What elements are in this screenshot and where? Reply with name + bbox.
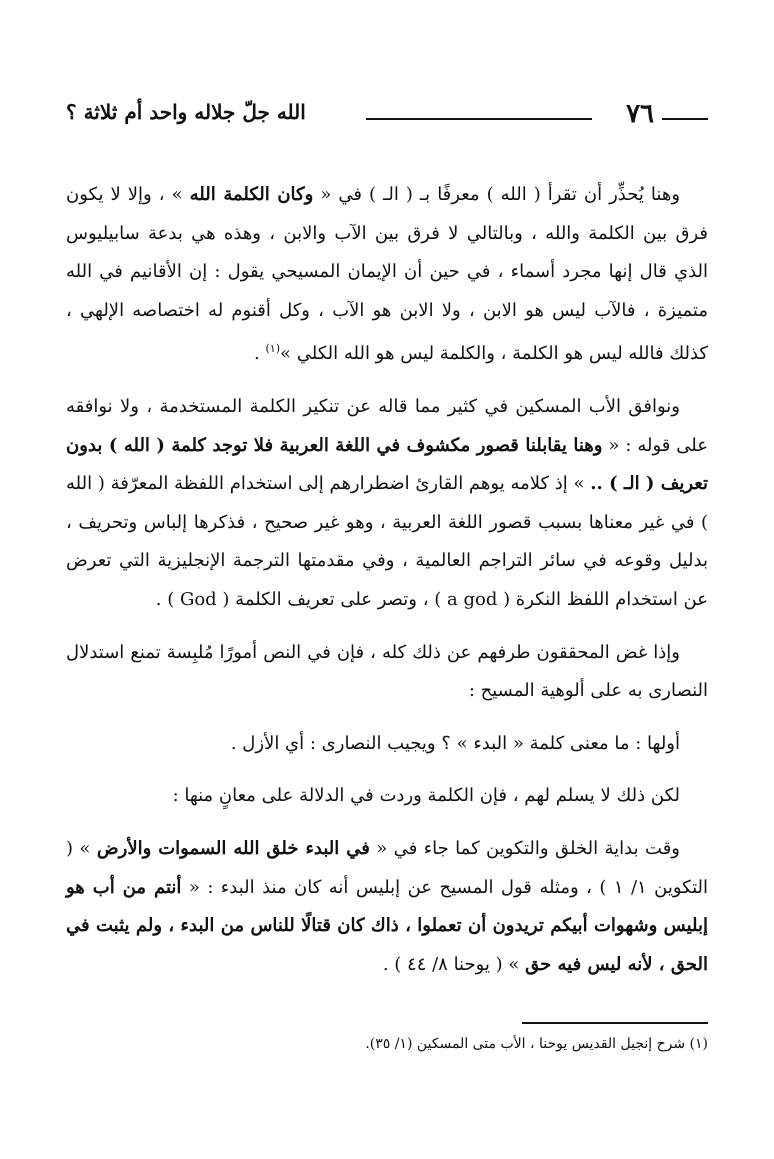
page-body — [66, 176, 708, 998]
page-header — [66, 96, 708, 132]
paragraph-6-text-c: » ( التكوين ١/ ١ ) ، ومثله قول المسيح عن إبليس أنه كان منذ البدء : « — [66, 837, 708, 898]
paragraph-6-text-a: وقت بداية الخلق والتكوين كما جاء في « — [369, 837, 680, 859]
paragraph-6-text-e: » ( يوحنا ٨/ ٤٤ ) . — [382, 953, 526, 975]
paragraph-5: لكن ذلك لا يسلم لهم ، فإن الكلمة وردت في الدلالة على معانٍ منها : — [172, 785, 680, 807]
paragraph-1 — [66, 176, 708, 374]
paragraph-6-quote-genesis: في البدء خلق الله السموات والأرض — [96, 837, 370, 859]
page-number: ٧٦ — [626, 99, 654, 129]
paragraph-2-quote: وهنا يقابلنا قصور مكشوف في اللغة العربية فلا توجد كلمة ( الله ) بدون تعريف ( الـ ) .. — [66, 434, 708, 495]
header-rule — [366, 118, 592, 120]
paragraph-2 — [66, 388, 708, 620]
paragraph-3: وإذا غض المحققون طرفهم عن ذلك كله ، فإن في النص أمورًا مُلبِسة تمنع استدلال النصارى به على ألوهية المسيح : — [66, 641, 708, 702]
paragraph-6-quote-john: أنتم من أب هو إبليس وشهوات أبيكم تريدون أن تعملوا ، ذاك كان قتالًا للناس من البدء ، ولم يثبت في الحق ، لأنه ليس فيه حق — [66, 876, 708, 975]
footnote: (١) شرح إنجيل القديس يوحنا ، الأب متى المسكين (١/ ٣٥). — [365, 1036, 708, 1052]
paragraph-1-end: . — [254, 343, 266, 365]
footnote-rule — [522, 1022, 708, 1024]
footnote-reference[interactable]: (١) — [265, 342, 281, 356]
paragraph-6 — [66, 830, 708, 984]
paragraph-1-quote: وكان الكلمة الله — [189, 184, 314, 205]
paragraph-1-text-a: وهنا يُحذِّر أن تقرأ ( الله ) معرفًا بـ ( الـ ) في « — [313, 184, 681, 205]
paragraph-2-text-a: ونوافق الأب المسكين في كثير مما قاله عن تنكير الكلمة المستخدمة ، ولا نوافقه على قوله : « — [66, 395, 708, 456]
running-title: الله جلّ جلاله واحد أم ثلاثة ؟ — [66, 100, 306, 124]
paragraph-2-text-c: » إذ كلامه يوهم القارئ اضطرارهم إلى استخدام اللفظة المعرّفة ( الله ) في غير معناها بسبب قصور اللغة العربية ، وهو غير صحيح ، فذكرها إلباس وتحريف ، بدليل وقوعه في سائر التراجم العالمية ، وفي مقدمتها الترجمة الإنجليزية التي تعرض عن استخدام اللفظ النكرة ( a god ) ، وتصر على تعريف الكلمة ( God ) . — [66, 473, 708, 610]
paragraph-4: أولها : ما معنى كلمة « البدء » ؟ ويجيب النصارى : أي الأزل . — [230, 732, 680, 754]
page-number-rule — [662, 118, 708, 120]
paragraph-1-text-c: » ، وإلا لا يكون فرق بين الكلمة والله ، وبالتالي لا فرق بين الآب والابن ، وهذه هي بدعة سابيليوس الذي قال إنها مجرد أسماء ، في حين أن الإيمان المسيحي يقول : إن الأقانيم في الله متميزة ، فالآب ليس هو الابن ، ولا الابن هو الآب ، وكل أقنوم له اختصاصه الإلهي ، كذلك فالله ليس هو الكلمة ، والكلمة ليس هو الله الكلي » — [66, 184, 708, 365]
